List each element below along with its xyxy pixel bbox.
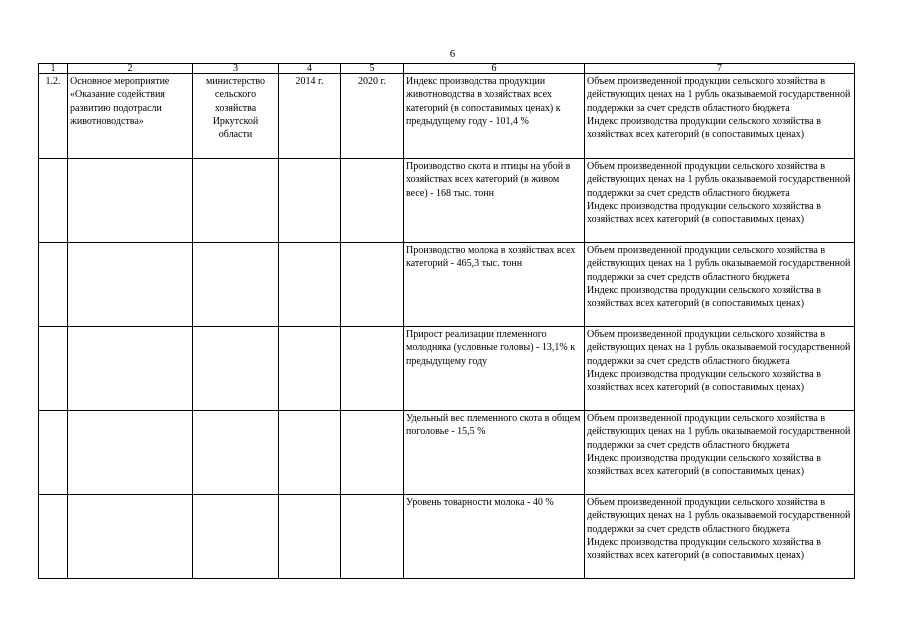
header-col-1: 1 <box>39 64 68 74</box>
target-indicator: Прирост реализации племенного молодняка (условные головы) - 13,1% к предыдущему году <box>404 327 585 411</box>
event-name <box>68 495 193 579</box>
table-row <box>39 243 855 327</box>
linked-indicator-2: Индекс производства продукции сельского хозяйства в хозяйствах всех категорий (в сопоставимых ценах) <box>587 284 821 310</box>
start-year <box>279 327 341 411</box>
executor <box>193 159 279 243</box>
target-indicator: Индекс производства продукции животноводства в хозяйствах всех категорий (в сопоставимых ценах) к предыдущему году - 101,4 % <box>404 74 585 159</box>
end-year <box>341 243 404 327</box>
start-year <box>279 495 341 579</box>
linked-indicator-1: Объем произведенной продукции сельского хозяйства в действующих ценах на 1 рубль оказываемой государственной поддержки за счет средств областного бюджета <box>587 245 851 283</box>
event-name <box>68 243 193 327</box>
table-row <box>39 327 855 411</box>
start-year <box>279 411 341 495</box>
target-indicator: Производство молока в хозяйствах всех категорий - 465,3 тыс. тонн <box>404 243 585 327</box>
linked-indicators <box>585 495 855 579</box>
linked-indicator-2: Индекс производства продукции сельского хозяйства в хозяйствах всех категорий (в сопоставимых ценах) <box>587 536 821 562</box>
start-year <box>279 243 341 327</box>
event-name <box>68 411 193 495</box>
executor <box>193 411 279 495</box>
table-row <box>39 495 855 579</box>
linked-indicator-2: Индекс производства продукции сельского хозяйства в хозяйствах всех категорий (в сопоставимых ценах) <box>587 368 821 394</box>
executor: министерство сельского хозяйства Иркутской области <box>193 74 279 159</box>
linked-indicator-1: Объем произведенной продукции сельского хозяйства в действующих ценах на 1 рубль оказываемой государственной поддержки за счет средств областного бюджета <box>587 497 851 535</box>
header-col-6: 6 <box>404 64 585 74</box>
start-year <box>279 159 341 243</box>
end-year <box>341 327 404 411</box>
header-col-3: 3 <box>193 64 279 74</box>
table-row <box>39 74 855 159</box>
header-col-2: 2 <box>68 64 193 74</box>
target-indicator: Производство скота и птицы на убой в хозяйствах всех категорий (в живом весе) - 168 тыс. тонн <box>404 159 585 243</box>
start-year: 2014 г. <box>279 74 341 159</box>
row-number <box>39 327 68 411</box>
row-number <box>39 495 68 579</box>
row-number <box>39 243 68 327</box>
table-body <box>39 74 855 579</box>
target-indicator: Удельный вес племенного скота в общем поголовье - 15,5 % <box>404 411 585 495</box>
event-name: Основное мероприятие «Оказание содействия развитию подотрасли животноводства» <box>68 74 193 159</box>
target-indicator: Уровень товарности молока - 40 % <box>404 495 585 579</box>
event-name <box>68 159 193 243</box>
event-name <box>68 327 193 411</box>
table-row <box>39 411 855 495</box>
linked-indicator-2: Индекс производства продукции сельского хозяйства в хозяйствах всех категорий (в сопоставимых ценах) <box>587 200 821 226</box>
linked-indicator-1: Объем произведенной продукции сельского хозяйства в действующих ценах на 1 рубль оказываемой государственной поддержки за счет средств областного бюджета <box>587 329 851 367</box>
executor <box>193 327 279 411</box>
end-year: 2020 г. <box>341 74 404 159</box>
linked-indicator-2: Индекс производства продукции сельского хозяйства в хозяйствах всех категорий (в сопоставимых ценах) <box>587 115 821 141</box>
linked-indicators <box>585 159 855 243</box>
linked-indicators <box>585 74 855 159</box>
linked-indicator-1: Объем произведенной продукции сельского хозяйства в действующих ценах на 1 рубль оказываемой государственной поддержки за счет средств областного бюджета <box>587 161 851 199</box>
table-header <box>39 64 855 74</box>
end-year <box>341 495 404 579</box>
measures-table <box>38 63 855 579</box>
linked-indicator-1: Объем произведенной продукции сельского хозяйства в действующих ценах на 1 рубль оказываемой государственной поддержки за счет средств областного бюджета <box>587 76 851 114</box>
linked-indicators <box>585 327 855 411</box>
linked-indicators <box>585 243 855 327</box>
row-number: 1.2. <box>39 74 68 159</box>
executor <box>193 243 279 327</box>
header-row <box>39 64 855 74</box>
linked-indicators <box>585 411 855 495</box>
header-col-7: 7 <box>585 64 855 74</box>
end-year <box>341 159 404 243</box>
row-number <box>39 159 68 243</box>
end-year <box>341 411 404 495</box>
executor <box>193 495 279 579</box>
page-number: 6 <box>449 49 456 60</box>
row-number <box>39 411 68 495</box>
table-row <box>39 159 855 243</box>
linked-indicator-2: Индекс производства продукции сельского хозяйства в хозяйствах всех категорий (в сопоставимых ценах) <box>587 452 821 478</box>
header-col-4: 4 <box>279 64 341 74</box>
header-col-5: 5 <box>341 64 404 74</box>
linked-indicator-1: Объем произведенной продукции сельского хозяйства в действующих ценах на 1 рубль оказываемой государственной поддержки за счет средств областного бюджета <box>587 413 851 451</box>
